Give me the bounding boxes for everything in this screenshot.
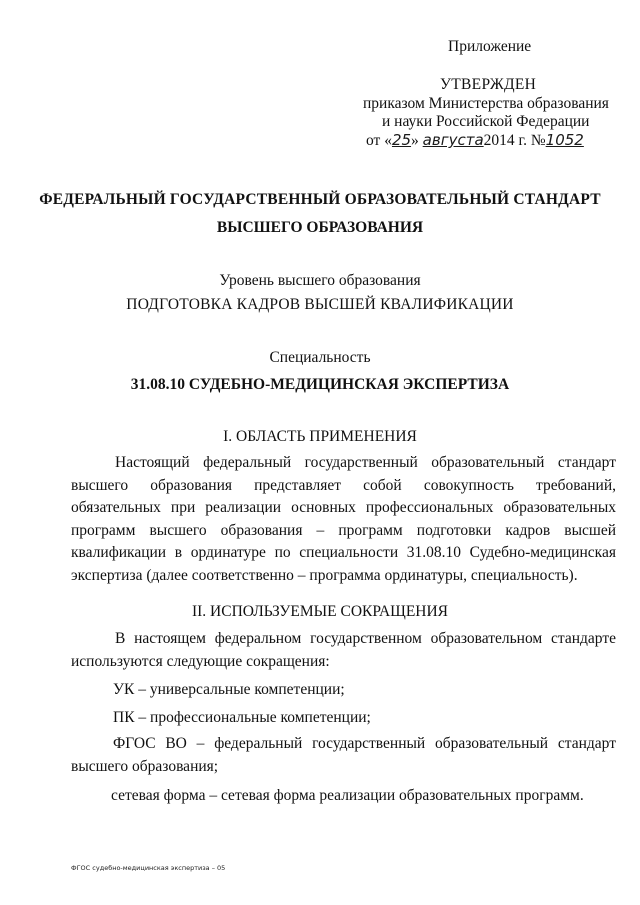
order-line-1: приказом Министерства образования: [363, 95, 609, 112]
order-year: 2014 г. №: [483, 132, 546, 149]
document-title-line-1: ФЕДЕРАЛЬНЫЙ ГОСУДАРСТВЕННЫЙ ОБРАЗОВАТЕЛЬНЫЙ СТАНДАРТ: [39, 191, 601, 208]
approved-label: УТВЕРЖДЕН: [440, 76, 537, 93]
specialty-label: Специальность: [269, 349, 371, 366]
order-line-2: и науки Российской Федерации: [382, 113, 590, 130]
order-month-handwritten: августа: [422, 131, 484, 149]
section-2-intro: В настоящем федеральном государственном образовательном стандарте используются следующие сокращения:: [71, 630, 616, 670]
abbreviation-pk: ПК – профессиональные компетенции;: [113, 709, 371, 726]
document-title-line-2: ВЫСШЕГО ОБРАЗОВАНИЯ: [216, 219, 424, 236]
section-2-heading: II. ИСПОЛЬЗУЕМЫЕ СОКРАЩЕНИЯ: [191, 603, 449, 620]
appendix-label: Приложение: [448, 38, 532, 55]
section-1-heading: I. ОБЛАСТЬ ПРИМЕНЕНИЯ: [223, 428, 417, 445]
order-day-handwritten: 25: [391, 131, 412, 149]
page-footer: ФГОС судебно-медицинская экспертиза – 05: [71, 864, 226, 872]
specialty-value: 31.08.10 СУДЕБНО-МЕДИЦИНСКАЯ ЭКСПЕРТИЗА: [130, 376, 510, 393]
order-number-handwritten: 1052: [545, 131, 584, 149]
level-value: ПОДГОТОВКА КАДРОВ ВЫСШЕЙ КВАЛИФИКАЦИИ: [126, 296, 514, 313]
order-prefix: от «: [366, 132, 392, 149]
section-1-paragraph: Настоящий федеральный государственный образовательный стандарт высшего образования представляет собой совокупность требований, обязательных при реализации основных профессиональных образовательных программ высшего образования – программ подготовки кадров высшей квалификации в ординатуре по специальности 31.08.10 Судебно-медицинская экспертиза (далее соответственно – программа ординатуры, специальность).: [71, 454, 616, 584]
abbreviation-uk: УК – универсальные компетенции;: [113, 681, 345, 698]
abbreviation-network-form: сетевая форма – сетевая форма реализации образовательных программ.: [111, 787, 584, 804]
order-date-line: [366, 131, 584, 150]
level-label: Уровень высшего образования: [219, 272, 421, 289]
abbreviation-fgos: ФГОС ВО – федеральный государственный образовательный стандарт высшего образования;: [71, 735, 616, 775]
order-mid: »: [411, 132, 423, 149]
